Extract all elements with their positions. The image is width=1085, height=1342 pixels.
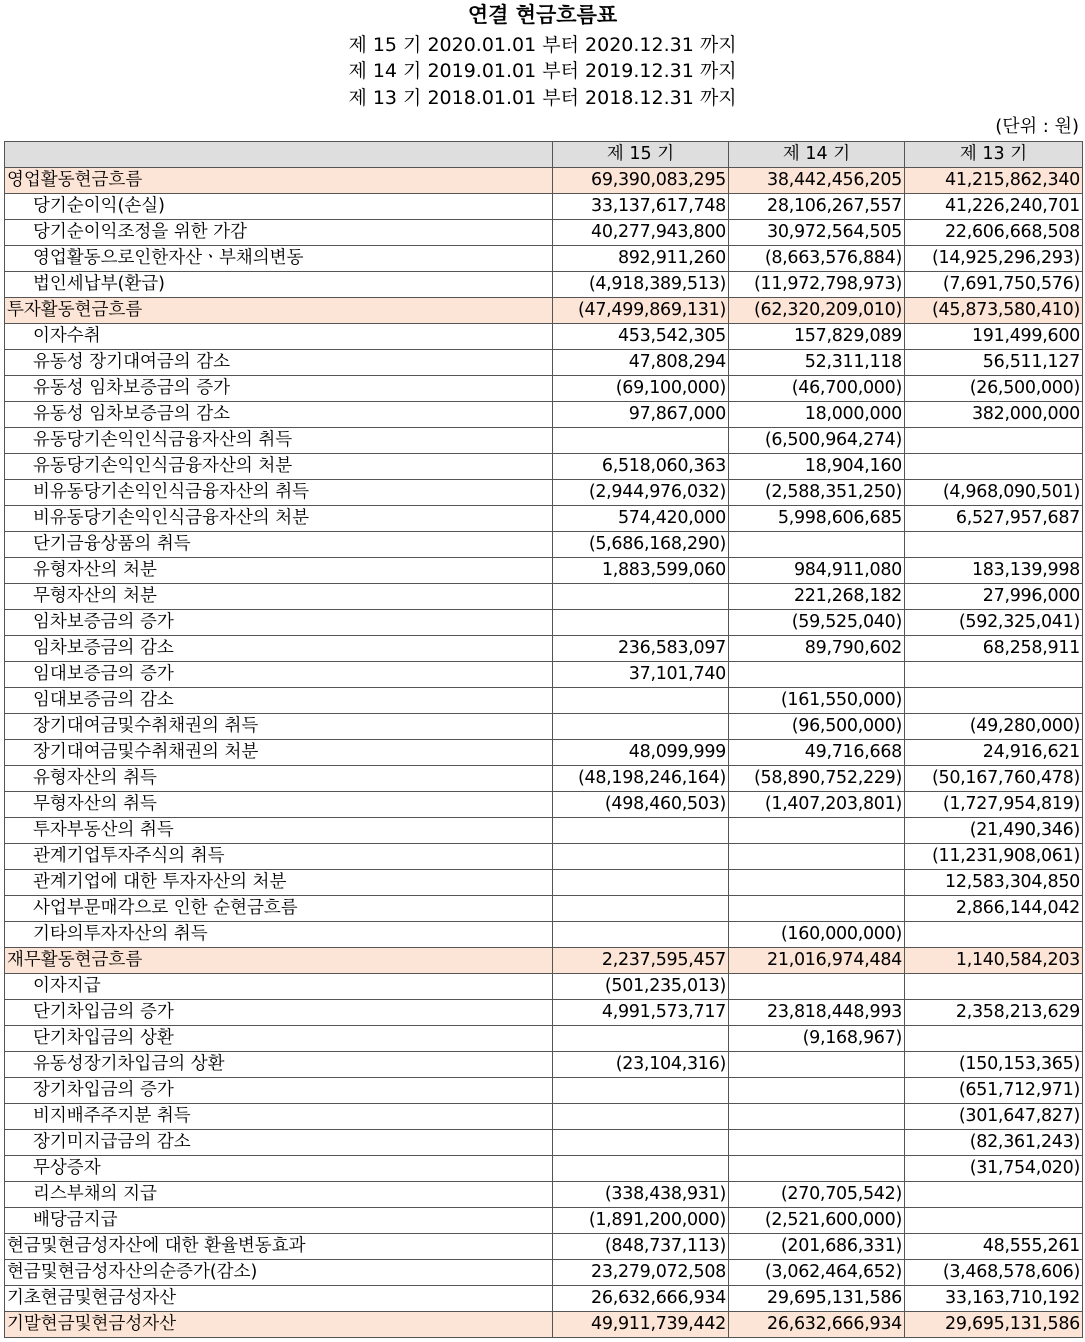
- row-label: 임대보증금의 감소: [5, 688, 553, 714]
- table-row: [5, 1156, 1083, 1182]
- value-period-15: (848,737,113): [553, 1234, 729, 1260]
- value-period-14: 221,268,182: [729, 584, 905, 610]
- header-label-column: [5, 142, 553, 168]
- cash-flow-table: [4, 141, 1083, 1338]
- value-period-13: (150,153,365): [905, 1052, 1083, 1078]
- value-period-13: [905, 974, 1083, 1000]
- period-line-13: 제 13 기 2018.01.01 부터 2018.12.31 까지: [348, 87, 737, 109]
- row-label: 유동성 장기대여금의 감소: [5, 350, 553, 376]
- value-period-14: (3,062,464,652): [729, 1260, 905, 1286]
- value-period-15: [553, 1026, 729, 1052]
- value-period-14: (96,500,000): [729, 714, 905, 740]
- row-label: 임차보증금의 증가: [5, 610, 553, 636]
- row-label: 유동성 임차보증금의 증가: [5, 376, 553, 402]
- row-label: 비유동당기손익인식금융자산의 취득: [5, 480, 553, 506]
- row-label: 무형자산의 취득: [5, 792, 553, 818]
- value-period-13: (14,925,296,293): [905, 246, 1083, 272]
- value-period-14: 21,016,974,484: [729, 948, 905, 974]
- value-period-13: (50,167,760,478): [905, 766, 1083, 792]
- value-period-13: 2,358,213,629: [905, 1000, 1083, 1026]
- value-period-13: (21,490,346): [905, 818, 1083, 844]
- value-period-13: (7,691,750,576): [905, 272, 1083, 298]
- value-period-13: 56,511,127: [905, 350, 1083, 376]
- value-period-14: [729, 974, 905, 1000]
- table-row: [5, 1182, 1083, 1208]
- row-label: 기초현금및현금성자산: [5, 1286, 553, 1312]
- row-label: 장기차입금의 증가: [5, 1078, 553, 1104]
- table-row: [5, 168, 1083, 194]
- row-label: 영업활동현금흐름: [5, 168, 553, 194]
- value-period-14: (46,700,000): [729, 376, 905, 402]
- row-label: 이자수취: [5, 324, 553, 350]
- value-period-14: [729, 896, 905, 922]
- table-row: [5, 948, 1083, 974]
- value-period-13: (82,361,243): [905, 1130, 1083, 1156]
- value-period-15: (2,944,976,032): [553, 480, 729, 506]
- row-label: 사업부문매각으로 인한 순현금흐름: [5, 896, 553, 922]
- value-period-14: (62,320,209,010): [729, 298, 905, 324]
- value-period-15: (4,918,389,513): [553, 272, 729, 298]
- table-row: [5, 818, 1083, 844]
- table-row: [5, 662, 1083, 688]
- value-period-13: 24,916,621: [905, 740, 1083, 766]
- value-period-14: (9,168,967): [729, 1026, 905, 1052]
- value-period-15: [553, 714, 729, 740]
- value-period-13: 12,583,304,850: [905, 870, 1083, 896]
- row-label: 현금및현금성자산의순증가(감소): [5, 1260, 553, 1286]
- value-period-13: (1,727,954,819): [905, 792, 1083, 818]
- table-row: [5, 298, 1083, 324]
- row-label: 임대보증금의 증가: [5, 662, 553, 688]
- value-period-14: 26,632,666,934: [729, 1312, 905, 1338]
- value-period-14: (1,407,203,801): [729, 792, 905, 818]
- value-period-15: [553, 896, 729, 922]
- value-period-15: 47,808,294: [553, 350, 729, 376]
- table-row: [5, 844, 1083, 870]
- table-row: [5, 350, 1083, 376]
- row-label: 유동당기손익인식금융자산의 취득: [5, 428, 553, 454]
- table-row: [5, 1234, 1083, 1260]
- value-period-15: (501,235,013): [553, 974, 729, 1000]
- value-period-15: [553, 610, 729, 636]
- table-row: [5, 1104, 1083, 1130]
- value-period-15: [553, 922, 729, 948]
- table-row: [5, 688, 1083, 714]
- table-row: [5, 532, 1083, 558]
- value-period-15: 4,991,573,717: [553, 1000, 729, 1026]
- value-period-14: (59,525,040): [729, 610, 905, 636]
- period-line-15: 제 15 기 2020.01.01 부터 2020.12.31 까지: [348, 34, 737, 56]
- value-period-13: [905, 532, 1083, 558]
- table-row: [5, 1000, 1083, 1026]
- value-period-14: [729, 844, 905, 870]
- row-label: 단기차입금의 상환: [5, 1026, 553, 1052]
- row-label: 장기대여금및수취채권의 취득: [5, 714, 553, 740]
- value-period-14: [729, 818, 905, 844]
- table-row: [5, 870, 1083, 896]
- value-period-15: 2,237,595,457: [553, 948, 729, 974]
- value-period-15: [553, 1156, 729, 1182]
- value-period-14: (58,890,752,229): [729, 766, 905, 792]
- value-period-15: 97,867,000: [553, 402, 729, 428]
- value-period-13: 1,140,584,203: [905, 948, 1083, 974]
- value-period-14: 89,790,602: [729, 636, 905, 662]
- row-label: 장기대여금및수취채권의 처분: [5, 740, 553, 766]
- table-row: [5, 1026, 1083, 1052]
- table-row: [5, 376, 1083, 402]
- table-row: [5, 896, 1083, 922]
- table-row: [5, 1312, 1083, 1338]
- row-label: 기말현금및현금성자산: [5, 1312, 553, 1338]
- value-period-13: 27,996,000: [905, 584, 1083, 610]
- value-period-15: (48,198,246,164): [553, 766, 729, 792]
- value-period-14: (6,500,964,274): [729, 428, 905, 454]
- table-row: [5, 740, 1083, 766]
- value-period-15: [553, 844, 729, 870]
- value-period-13: 6,527,957,687: [905, 506, 1083, 532]
- table-row: [5, 974, 1083, 1000]
- value-period-15: 6,518,060,363: [553, 454, 729, 480]
- value-period-13: [905, 922, 1083, 948]
- value-period-13: 33,163,710,192: [905, 1286, 1083, 1312]
- value-period-15: [553, 584, 729, 610]
- value-period-14: 52,311,118: [729, 350, 905, 376]
- table-row: [5, 1286, 1083, 1312]
- table-row: [5, 480, 1083, 506]
- row-label: 비지배주주지분 취득: [5, 1104, 553, 1130]
- value-period-14: 49,716,668: [729, 740, 905, 766]
- table-row: [5, 246, 1083, 272]
- value-period-14: 5,998,606,685: [729, 506, 905, 532]
- row-label: 배당금지급: [5, 1208, 553, 1234]
- value-period-14: 18,000,000: [729, 402, 905, 428]
- value-period-13: (26,500,000): [905, 376, 1083, 402]
- value-period-13: 48,555,261: [905, 1234, 1083, 1260]
- value-period-14: (160,000,000): [729, 922, 905, 948]
- row-label: 유동성장기차입금의 상환: [5, 1052, 553, 1078]
- value-period-15: (338,438,931): [553, 1182, 729, 1208]
- value-period-13: (45,873,580,410): [905, 298, 1083, 324]
- value-period-15: [553, 1078, 729, 1104]
- value-period-14: [729, 662, 905, 688]
- value-period-14: 157,829,089: [729, 324, 905, 350]
- value-period-14: 30,972,564,505: [729, 220, 905, 246]
- value-period-15: (69,100,000): [553, 376, 729, 402]
- value-period-13: 22,606,668,508: [905, 220, 1083, 246]
- table-row: [5, 714, 1083, 740]
- value-period-13: (31,754,020): [905, 1156, 1083, 1182]
- value-period-13: (3,468,578,606): [905, 1260, 1083, 1286]
- value-period-15: [553, 870, 729, 896]
- row-label: 이자지급: [5, 974, 553, 1000]
- period-line-14: 제 14 기 2019.01.01 부터 2019.12.31 까지: [348, 60, 737, 82]
- value-period-15: [553, 688, 729, 714]
- table-row: [5, 558, 1083, 584]
- value-period-15: (5,686,168,290): [553, 532, 729, 558]
- row-label: 유동당기손익인식금융자산의 처분: [5, 454, 553, 480]
- table-row: [5, 506, 1083, 532]
- value-period-15: 49,911,739,442: [553, 1312, 729, 1338]
- unit-label: (단위 : 원): [995, 116, 1079, 137]
- value-period-13: [905, 428, 1083, 454]
- value-period-13: 41,215,862,340: [905, 168, 1083, 194]
- value-period-15: 37,101,740: [553, 662, 729, 688]
- row-label: 장기미지급금의 감소: [5, 1130, 553, 1156]
- value-period-14: 23,818,448,993: [729, 1000, 905, 1026]
- row-label: 영업활동으로인한자산ㆍ부채의변동: [5, 246, 553, 272]
- value-period-13: [905, 688, 1083, 714]
- value-period-14: (201,686,331): [729, 1234, 905, 1260]
- row-label: 법인세납부(환급): [5, 272, 553, 298]
- value-period-15: 40,277,943,800: [553, 220, 729, 246]
- value-period-15: (47,499,869,131): [553, 298, 729, 324]
- value-period-13: 41,226,240,701: [905, 194, 1083, 220]
- row-label: 유형자산의 취득: [5, 766, 553, 792]
- table-row: [5, 324, 1083, 350]
- value-period-15: 892,911,260: [553, 246, 729, 272]
- header-period-15: 제 15 기: [553, 142, 729, 168]
- value-period-14: (11,972,798,973): [729, 272, 905, 298]
- value-period-14: [729, 1156, 905, 1182]
- table-row: [5, 1130, 1083, 1156]
- value-period-15: 69,390,083,295: [553, 168, 729, 194]
- value-period-15: 23,279,072,508: [553, 1260, 729, 1286]
- row-label: 비유동당기손익인식금융자산의 처분: [5, 506, 553, 532]
- row-label: 관계기업투자주식의 취득: [5, 844, 553, 870]
- value-period-14: [729, 1052, 905, 1078]
- row-label: 당기순이익조정을 위한 가감: [5, 220, 553, 246]
- value-period-13: (592,325,041): [905, 610, 1083, 636]
- value-period-15: 236,583,097: [553, 636, 729, 662]
- table-row: [5, 610, 1083, 636]
- row-label: 무상증자: [5, 1156, 553, 1182]
- table-row: [5, 1078, 1083, 1104]
- value-period-14: [729, 1078, 905, 1104]
- row-label: 무형자산의 처분: [5, 584, 553, 610]
- value-period-13: (4,968,090,501): [905, 480, 1083, 506]
- value-period-14: 18,904,160: [729, 454, 905, 480]
- row-label: 유형자산의 처분: [5, 558, 553, 584]
- value-period-15: 26,632,666,934: [553, 1286, 729, 1312]
- value-period-13: [905, 454, 1083, 480]
- table-row: [5, 402, 1083, 428]
- value-period-15: [553, 428, 729, 454]
- value-period-14: [729, 1130, 905, 1156]
- row-label: 단기차입금의 증가: [5, 1000, 553, 1026]
- value-period-14: [729, 870, 905, 896]
- table-row: [5, 272, 1083, 298]
- value-period-14: (161,550,000): [729, 688, 905, 714]
- value-period-15: [553, 1104, 729, 1130]
- row-label: 투자활동현금흐름: [5, 298, 553, 324]
- value-period-13: 183,139,998: [905, 558, 1083, 584]
- value-period-14: [729, 532, 905, 558]
- value-period-13: [905, 1182, 1083, 1208]
- value-period-15: 48,099,999: [553, 740, 729, 766]
- table-row: [5, 220, 1083, 246]
- value-period-15: (23,104,316): [553, 1052, 729, 1078]
- value-period-14: 38,442,456,205: [729, 168, 905, 194]
- table-row: [5, 454, 1083, 480]
- value-period-15: 33,137,617,748: [553, 194, 729, 220]
- value-period-13: [905, 1026, 1083, 1052]
- value-period-13: 2,866,144,042: [905, 896, 1083, 922]
- value-period-14: (2,521,600,000): [729, 1208, 905, 1234]
- value-period-15: (1,891,200,000): [553, 1208, 729, 1234]
- row-label: 임차보증금의 감소: [5, 636, 553, 662]
- value-period-13: 68,258,911: [905, 636, 1083, 662]
- table-row: [5, 194, 1083, 220]
- value-period-14: [729, 1104, 905, 1130]
- table-row: [5, 1260, 1083, 1286]
- value-period-13: 191,499,600: [905, 324, 1083, 350]
- row-label: 당기순이익(손실): [5, 194, 553, 220]
- value-period-13: (11,231,908,061): [905, 844, 1083, 870]
- value-period-15: 1,883,599,060: [553, 558, 729, 584]
- value-period-15: [553, 1130, 729, 1156]
- row-label: 단기금융상품의 취득: [5, 532, 553, 558]
- value-period-15: (498,460,503): [553, 792, 729, 818]
- value-period-15: 574,420,000: [553, 506, 729, 532]
- row-label: 투자부동산의 취득: [5, 818, 553, 844]
- table-row: [5, 428, 1083, 454]
- value-period-14: 984,911,080: [729, 558, 905, 584]
- header-period-14: 제 14 기: [729, 142, 905, 168]
- value-period-15: [553, 818, 729, 844]
- table-row: [5, 922, 1083, 948]
- value-period-13: (49,280,000): [905, 714, 1083, 740]
- table-row: [5, 1208, 1083, 1234]
- value-period-13: (301,647,827): [905, 1104, 1083, 1130]
- statement-title: 연결 현금흐름표: [467, 3, 618, 27]
- row-label: 유동성 임차보증금의 감소: [5, 402, 553, 428]
- row-label: 현금및현금성자산에 대한 환율변동효과: [5, 1234, 553, 1260]
- value-period-13: 29,695,131,586: [905, 1312, 1083, 1338]
- value-period-14: 29,695,131,586: [729, 1286, 905, 1312]
- value-period-14: (270,705,542): [729, 1182, 905, 1208]
- value-period-13: 382,000,000: [905, 402, 1083, 428]
- value-period-14: (8,663,576,884): [729, 246, 905, 272]
- value-period-13: (651,712,971): [905, 1078, 1083, 1104]
- value-period-13: [905, 1208, 1083, 1234]
- row-label: 관계기업에 대한 투자자산의 처분: [5, 870, 553, 896]
- value-period-15: 453,542,305: [553, 324, 729, 350]
- header-period-13: 제 13 기: [905, 142, 1083, 168]
- value-period-14: (2,588,351,250): [729, 480, 905, 506]
- table-row: [5, 1052, 1083, 1078]
- table-row: [5, 584, 1083, 610]
- row-label: 기타의투자자산의 취득: [5, 922, 553, 948]
- value-period-14: 28,106,267,557: [729, 194, 905, 220]
- table-row: [5, 636, 1083, 662]
- value-period-13: [905, 662, 1083, 688]
- header-row: [5, 142, 1083, 168]
- row-label: 재무활동현금흐름: [5, 948, 553, 974]
- row-label: 리스부채의 지급: [5, 1182, 553, 1208]
- table-body: [5, 168, 1083, 1338]
- table-row: [5, 766, 1083, 792]
- table-row: [5, 792, 1083, 818]
